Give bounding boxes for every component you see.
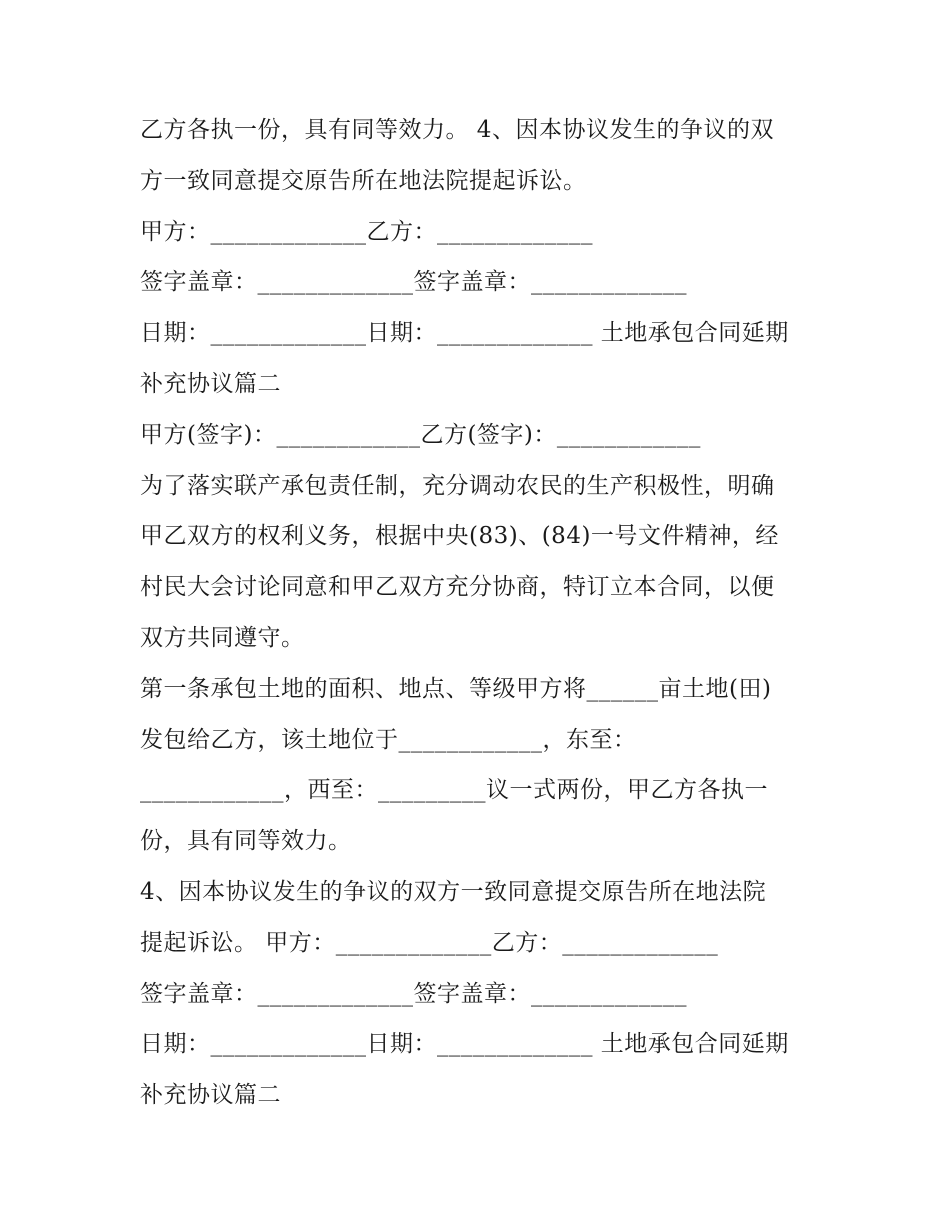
date-line: 日期：_____________日期：_____________ 土地承包合同延期 — [140, 1031, 789, 1058]
signature-line: 签字盖章：_____________签字盖章：_____________ — [140, 269, 687, 296]
signature-line: 签字盖章：_____________签字盖章：_____________ — [140, 980, 687, 1007]
section-title: 补充协议篇二 — [140, 1082, 281, 1109]
text-line: ____________，西至：_________议一式两份，甲乙方各执一 — [140, 777, 768, 804]
text-line: 村民大会讨论同意和甲乙双方充分协商，特订立本合同，以便 — [140, 574, 775, 601]
text-line: 第一条承包土地的面积、地点、等级甲方将______亩土地(田) — [140, 675, 772, 702]
text-line: 4、因本协议发生的争议的双方一致同意提交原告所在地法院 — [140, 878, 767, 905]
document-page — [140, 105, 820, 1121]
date-line: 日期：_____________日期：_____________ 土地承包合同延期 — [140, 320, 789, 347]
text-line: 方一致同意提交原告所在地法院提起诉讼。 — [140, 167, 587, 194]
text-line: 发包给乙方，该土地位于____________，东至： — [140, 726, 637, 753]
section-title: 补充协议篇二 — [140, 370, 281, 397]
signature-line: 甲方(签字)：____________乙方(签字)：____________ — [140, 421, 701, 448]
signature-line: 提起诉讼。 甲方：_____________乙方：_____________ — [140, 929, 719, 956]
signature-line: 甲方：_____________乙方：_____________ — [140, 218, 593, 245]
text-line: 甲乙双方的权利义务，根据中央(83)、(84)一号文件精神，经 — [140, 523, 779, 550]
text-line: 乙方各执一份，具有同等效力。 4、因本协议发生的争议的双 — [140, 117, 774, 143]
text-line: 为了落实联产承包责任制，充分调动农民的生产积极性，明确 — [140, 472, 775, 499]
text-line: 双方共同遵守。 — [140, 624, 305, 651]
text-line: 份，具有同等效力。 — [140, 828, 352, 855]
